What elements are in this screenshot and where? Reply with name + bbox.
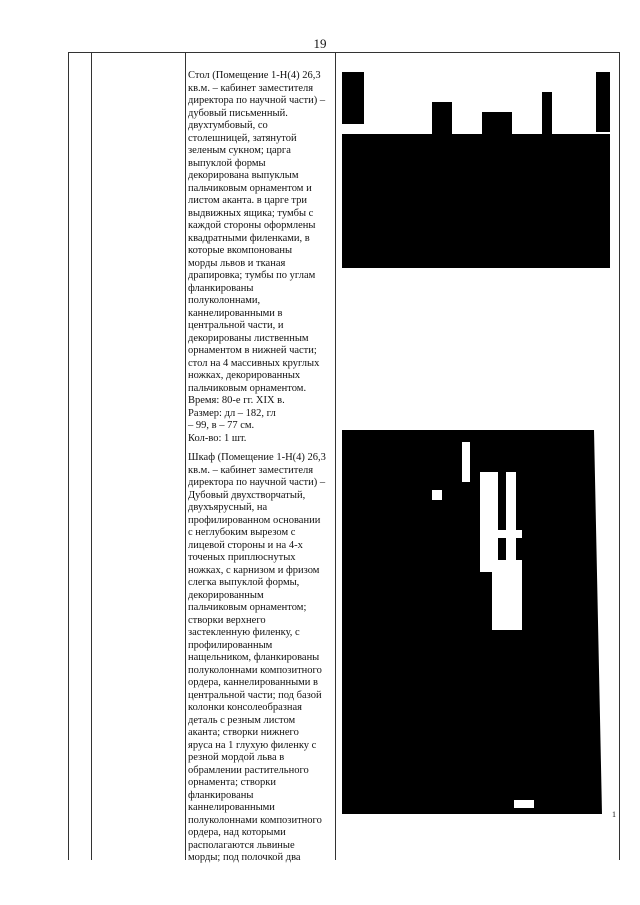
description-line: каннелированными <box>188 802 275 813</box>
description-line: резной мордой льва в <box>188 752 285 763</box>
description-line: листом аканта. в царге три <box>188 195 307 206</box>
photo-highlight <box>342 72 610 134</box>
photo-object <box>542 92 552 134</box>
description-line: ордера, каннелированными в <box>188 677 319 688</box>
side-mark: 1 <box>612 810 616 819</box>
description-line: аканта; створки нижнего <box>188 727 299 738</box>
description-line: застекленную филенку, с <box>188 627 300 638</box>
description-line: кв.м. – кабинет заместителя <box>188 82 314 94</box>
description-line: Стол (Помещение 1-Н(4) 26,3 <box>188 70 321 81</box>
photo-highlight <box>482 530 522 538</box>
description-line: декорированы лиственным <box>188 332 309 344</box>
description-line: каннелированными в <box>188 307 283 319</box>
entry-cabinet-description <box>188 452 332 865</box>
description-line: полуколоннами, <box>188 295 261 306</box>
description-line: деталь с резным листом <box>188 714 296 726</box>
description-line: Размер: дл – 182, гл <box>188 407 276 419</box>
photo-shadow <box>342 72 364 124</box>
column-divider <box>91 53 92 860</box>
description-line: которые вкомпонованы <box>188 245 293 256</box>
description-line: Кол-во: 1 шт. <box>188 432 247 444</box>
photo-highlight <box>480 472 498 572</box>
description-line: драпировка; тумбы по углам <box>188 270 316 281</box>
description-line: слегка выпуклой формы, <box>188 577 300 588</box>
description-line: выдвижных ящика; тумбы с <box>188 207 314 219</box>
description-line: располагаются львиные <box>188 839 295 851</box>
description-line: профилированном основании <box>188 514 321 526</box>
description-line: каждой стороны оформлены <box>188 220 316 231</box>
description-line: стол на 4 массивных круглых <box>188 357 320 369</box>
description-line: створки верхнего <box>188 614 266 626</box>
description-line: орнаментом в нижней части; <box>188 345 317 356</box>
description-line: директора по научной части) – <box>188 95 326 106</box>
description-line: пальчиковым орнаментом; <box>188 602 307 613</box>
description-line: ножках, декорированных <box>188 370 301 381</box>
cabinet-photo <box>342 430 610 814</box>
description-line: пальчиковым орнаментом и <box>188 182 312 194</box>
description-line: точеных приплюснутых <box>188 552 296 563</box>
description-line: квадратными филенками, в <box>188 232 310 244</box>
description-line: дубовый письменный. <box>188 107 288 119</box>
description-line: столешницей, затянутой <box>188 132 297 144</box>
photo-highlight <box>570 430 610 814</box>
description-line: полуколоннами композитного <box>188 814 322 826</box>
description-line: декорирована выпуклым <box>188 170 299 181</box>
description-line: фланкированы <box>188 282 254 294</box>
photo-highlight <box>462 442 470 482</box>
description-line: директора по научной части) – <box>188 477 326 488</box>
description-line: центральной части; под базой <box>188 689 322 701</box>
description-line: нащельником, фланкированы <box>188 652 320 663</box>
description-line: Шкаф (Помещение 1-Н(4) 26,3 <box>188 452 326 463</box>
description-line: ордера, над которыми <box>188 827 286 838</box>
photo-object <box>432 102 452 134</box>
description-line: морды; под полочкой два <box>188 852 301 863</box>
description-line: центральной части, и <box>188 320 284 331</box>
description-line: орнамента; створки <box>188 777 276 788</box>
page-number: 19 <box>313 36 327 51</box>
photo-highlight <box>514 800 534 808</box>
entry-desk-description <box>188 70 332 445</box>
photo-highlight <box>342 268 610 274</box>
description-line: Время: 80-е гг. XIX в. <box>188 395 285 406</box>
description-line: выпуклой формы <box>188 157 266 169</box>
desk-photo <box>342 72 610 274</box>
description-line: двухтумбовый, со <box>188 120 268 131</box>
description-line: обрамлении растительного <box>188 764 309 776</box>
description-line: Дубовый двухстворчатый, <box>188 489 306 501</box>
description-line: полуколоннами композитного <box>188 664 322 676</box>
description-line: лицевой стороны и на 4-х <box>188 539 303 551</box>
description-line: зеленым сукном; царга <box>188 145 291 156</box>
description-line: с неглубоким вырезом с <box>188 527 296 538</box>
photo-highlight <box>432 490 442 500</box>
description-line: фланкированы <box>188 789 254 801</box>
description-line: кв.м. – кабинет заместителя <box>188 464 314 476</box>
description-line: – 99, в – 77 см. <box>188 420 255 431</box>
description-line: яруса на 1 глухую филенку с <box>188 739 317 751</box>
description-line: ножках, с карнизом и фризом <box>188 564 320 576</box>
photo-object <box>482 112 512 134</box>
photo-shadow <box>596 72 610 132</box>
column-divider <box>335 53 336 860</box>
description-line: морды львов и тканая <box>188 257 286 269</box>
description-line: колонки консолеобразная <box>188 702 303 713</box>
description-line: двухъярусный, на <box>188 502 268 513</box>
description-line: профилированным <box>188 639 273 651</box>
column-divider <box>185 53 186 860</box>
photo-highlight <box>492 560 522 630</box>
description-line: пальчиковым орнаментом. <box>188 382 307 394</box>
description-line: декорированным <box>188 589 264 601</box>
